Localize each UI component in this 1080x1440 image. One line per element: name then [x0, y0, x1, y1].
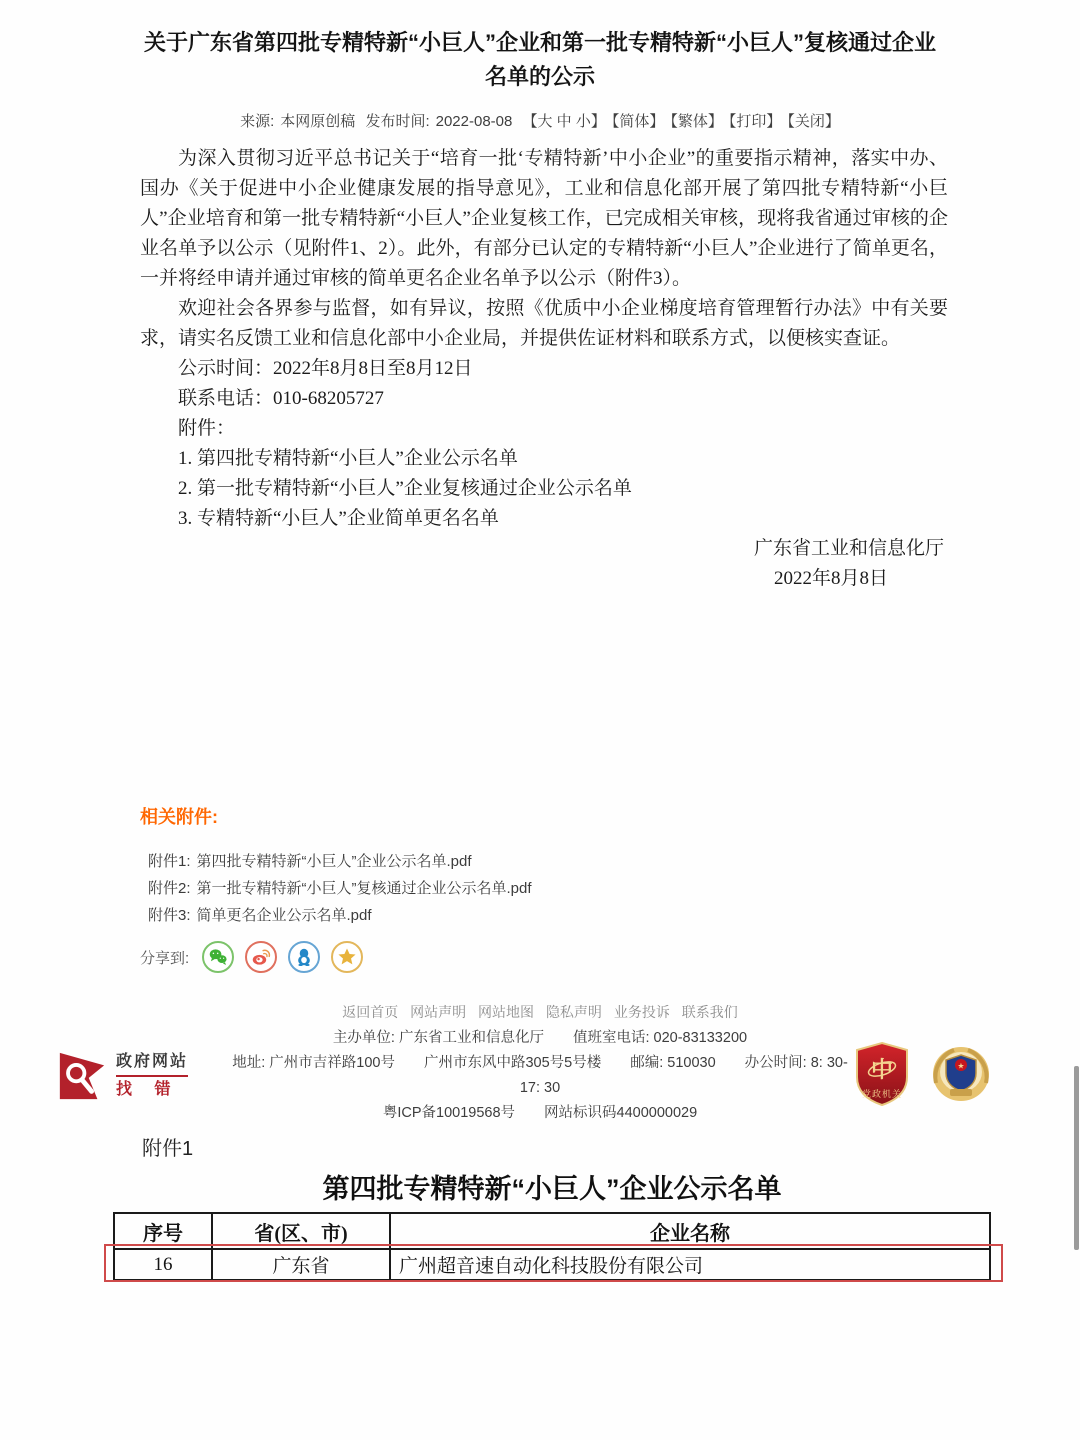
col-header-company: 企业名称 — [390, 1213, 990, 1249]
simplified-button[interactable]: 【简体】 — [611, 113, 665, 130]
police-shield-badge-icon — [930, 1043, 992, 1105]
footer-line-icp: 粤ICP备10019568号 网站标识码4400000029 — [382, 1105, 698, 1121]
footer-info — [0, 1026, 1080, 1126]
related-attachments-heading: 相关附件: — [140, 807, 218, 827]
publish-time-value: 2022-08-08 — [435, 113, 513, 130]
svg-text:中: 中 — [870, 1056, 894, 1082]
signature-date: 2022年8月8日 — [773, 568, 888, 589]
table-header-row — [114, 1213, 990, 1249]
nav-sitemap-link[interactable]: 网站地图 — [478, 1004, 535, 1020]
article-body — [140, 144, 948, 594]
col-header-no: 序号 — [114, 1213, 212, 1249]
traditional-button[interactable]: 【繁体】 — [670, 113, 723, 130]
footer-info-text — [226, 1026, 854, 1126]
attachment-item-3: 3. 专精特新“小巨人”企业简单更名名单 — [178, 508, 499, 529]
source-value: 本网原创稿 — [280, 113, 356, 130]
cell-company: 广州超音速自动化科技股份有限公司 — [390, 1249, 990, 1280]
nav-privacy-link[interactable]: 隐私声明 — [545, 1004, 602, 1020]
related-attachment-row — [140, 848, 532, 875]
page-title: 关于广东省第四批专精特新“小巨人”企业和第一批专精特新“小巨人”复核通过企业名单的公示 — [143, 30, 936, 89]
related-attachments-section — [140, 806, 532, 973]
share-bar — [140, 941, 532, 973]
attachment-3-label: 附件3: — [148, 907, 191, 924]
attachment-3-link[interactable]: 简单更名企业公示名单.pdf — [196, 907, 372, 924]
annex-table — [113, 1212, 991, 1281]
qq-penguin — [293, 946, 315, 968]
paragraph-2: 欢迎社会各界参与监督，如有异议，按照《优质中小企业梯度培育管理暂行办法》中有关要求，请实名反馈工业和信息化部中小企业局，并提供佐证材料和联系方式，以便核实查证。 — [140, 298, 948, 349]
qzone-star — [336, 946, 358, 968]
footer-nav — [0, 1002, 1080, 1022]
col-header-region: 省(区、市) — [212, 1213, 390, 1249]
footer-badges — [854, 1041, 992, 1112]
related-attachment-row — [140, 902, 532, 929]
share-wechat-icon[interactable] — [202, 941, 234, 973]
share-weibo-icon[interactable] — [245, 941, 277, 973]
attachment-item-1: 1. 第四批专精特新“小巨人”企业公示名单 — [178, 448, 518, 469]
annex-label: 附件1 — [142, 1138, 194, 1160]
scrollbar-thumb[interactable] — [1074, 1066, 1079, 1250]
wechat-bubbles — [207, 946, 229, 968]
svg-text:党政机关: 党政机关 — [861, 1088, 903, 1099]
attachment-1-label: 附件1: — [148, 853, 191, 870]
share-qq-icon[interactable] — [288, 941, 320, 973]
nav-contact-link[interactable]: 联系我们 — [681, 1004, 738, 1020]
nav-complaint-link[interactable]: 业务投诉 — [613, 1004, 670, 1020]
table-row — [114, 1249, 990, 1280]
annex-table-title: 第四批专精特新“小巨人”企业公示名单 — [322, 1174, 782, 1204]
attachment-1-link[interactable]: 第四批专精特新“小巨人”企业公示名单.pdf — [196, 853, 472, 870]
svg-text:★: ★ — [957, 1061, 965, 1070]
related-attachment-row — [140, 875, 532, 902]
error-report-text — [116, 1053, 188, 1099]
police-emblem-badge[interactable] — [930, 1043, 992, 1110]
red-shield-badge-icon — [854, 1041, 910, 1107]
footer-line-host: 主办单位: 广东省工业和信息化厅 值班室电话: 020-83133200 — [332, 1030, 748, 1046]
nav-home-link[interactable]: 返回首页 — [342, 1004, 399, 1020]
error-report-magnifier-icon — [56, 1049, 108, 1103]
signature-org: 广东省工业和信息化厅 — [753, 538, 944, 559]
attachments-heading: 附件： — [178, 418, 236, 439]
paragraph-1: 为深入贯彻习近平总书记关于“培育一批‘专精特新’中小企业”的重要指示精神，落实中办、国办《关于促进中小企业健康发展的指导意见》，工业和信息化部开展了第四批专精特新“小巨人”企业培育和第一批专精特新“小巨人”企业复核工作，已完成相关审核，现将我省通过审核的企业名单予以公示（见附件1、2）。此外，有部分已认定的专精特新“小巨人”企业进行了简单更名，一并将经申请并通过审核的简单更名企业名单予以公示（附件3）。 — [140, 148, 948, 289]
contact-phone: 联系电话：010-68205727 — [178, 388, 384, 409]
party-government-badge[interactable] — [854, 1041, 910, 1112]
nav-statement-link[interactable]: 网站声明 — [410, 1004, 467, 1020]
print-button[interactable]: 【打印】 — [728, 113, 782, 130]
cell-no: 16 — [114, 1249, 212, 1280]
gov-site-error-report-widget[interactable] — [56, 1049, 226, 1103]
share-label: 分享到: — [140, 949, 190, 967]
logo-line1: 政府网站 — [116, 1053, 189, 1070]
attachment-2-label: 附件2: — [148, 880, 191, 897]
attachment-item-2: 2. 第一批专精特新“小巨人”企业复核通过企业公示名单 — [178, 478, 632, 499]
logo-line2: 找 错 — [116, 1081, 180, 1098]
meta-bar — [0, 110, 1080, 131]
share-qzone-icon[interactable] — [331, 941, 363, 973]
annex-scan-section — [0, 1136, 1080, 1281]
cell-region: 广东省 — [212, 1249, 390, 1280]
weibo-glyph — [250, 946, 272, 968]
font-size-button[interactable]: 【大 中 小】 — [522, 113, 606, 130]
publish-time-label: 发布时间: — [365, 113, 430, 130]
close-button[interactable]: 【关闭】 — [787, 113, 840, 130]
logo-divider — [116, 1075, 188, 1077]
source-label: 来源: — [240, 113, 275, 130]
publicity-time: 公示时间：2022年8月8日至8月12日 — [178, 358, 473, 379]
footer-line-address: 地址: 广州市吉祥路100号 广州市东风中路305号5号楼 邮编: 510030 办公时间: 8: 30-17: 30 — [232, 1055, 848, 1096]
attachment-2-link[interactable]: 第一批专精特新“小巨人”复核通过企业公示名单.pdf — [196, 880, 532, 897]
annex-table-wrap — [113, 1212, 991, 1281]
